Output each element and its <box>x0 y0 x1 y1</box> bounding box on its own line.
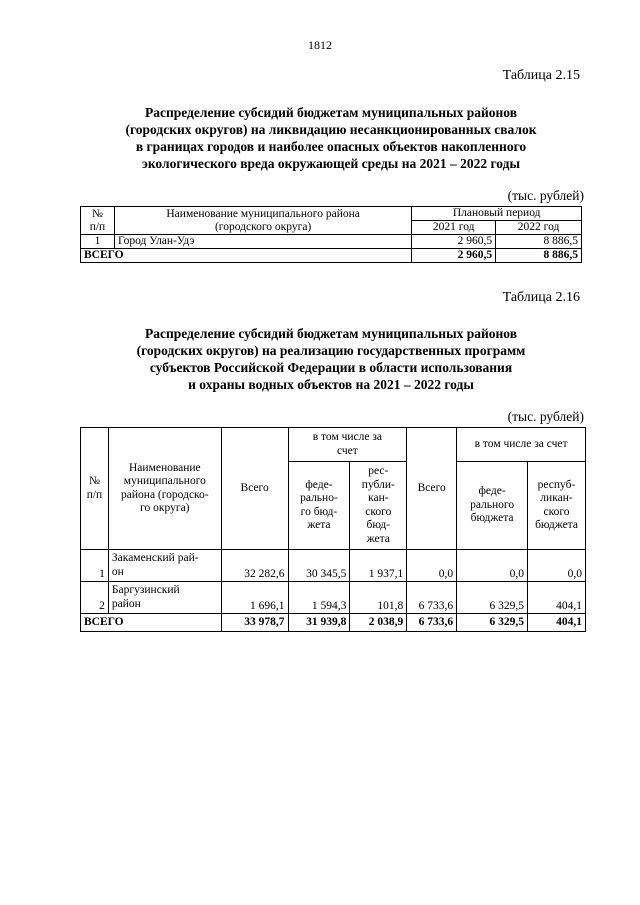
title-line: экологического вреда окружающей среды на 2021 – 2022 годы <box>141 156 521 171</box>
title-line: Распределение субсидий бюджетам муниципальных районов <box>144 105 518 120</box>
row-value-2021: 2 960,5 <box>412 235 496 249</box>
title-line: (городских округов) на реализацию государственных программ <box>136 343 526 358</box>
title-line: в границах городов и наиболее опасных объектов накопленного <box>135 139 527 154</box>
header-federal-2021: феде- рально- го бюд- жета <box>288 462 350 550</box>
total-federal-2022: 6 329,5 <box>457 614 528 632</box>
row-republic-2021: 101,8 <box>350 582 407 614</box>
row-republic-2022: 0,0 <box>528 550 586 582</box>
table-row <box>81 582 586 614</box>
header-name: Наименование муниципального района (городского округа) <box>114 207 411 235</box>
table-2-16-title <box>78 325 584 393</box>
total-row <box>81 614 586 632</box>
table-2-15 <box>80 206 582 263</box>
units-label-2-16: (тыс. рублей) <box>507 409 584 424</box>
header-period: Плановый период <box>412 207 582 221</box>
header-name: Наименование муниципального района (городско- го округа) <box>108 428 221 550</box>
total-federal-2021: 31 939,8 <box>288 614 350 632</box>
table-2-16 <box>80 427 586 632</box>
header-num: № п/п <box>81 207 115 235</box>
table-label-2-15: Таблица 2.15 <box>502 68 580 83</box>
header-year-2022: 2022 год <box>496 221 582 235</box>
row-republic-2021: 1 937,1 <box>350 550 407 582</box>
total-total-2022: 6 733,6 <box>407 614 457 632</box>
header-year-2021: 2021 год <box>412 221 496 235</box>
row-total-2022: 6 733,6 <box>407 582 457 614</box>
row-total-2021: 32 282,6 <box>221 550 288 582</box>
row-federal-2021: 1 594,3 <box>288 582 350 614</box>
title-line: (городских округов) на ликвидацию несанкционированных свалок <box>125 122 537 137</box>
row-name: Город Улан-Удэ <box>114 235 411 249</box>
header-including-2022: в том числе за счет <box>457 428 586 462</box>
row-name: Закаменский рай- он <box>108 550 221 582</box>
table-label-2-16: Таблица 2.16 <box>502 290 580 305</box>
row-num: 1 <box>81 550 109 582</box>
total-republic-2021: 2 038,9 <box>350 614 407 632</box>
header-total-2022: Всего <box>407 428 457 550</box>
title-line: субъектов Российской Федерации в области использования <box>149 360 513 375</box>
row-num: 2 <box>81 582 109 614</box>
units-label-2-15: (тыс. рублей) <box>507 188 584 203</box>
header-republic-2022: респуб- ликан- ского бюджета <box>528 462 586 550</box>
row-republic-2022: 404,1 <box>528 582 586 614</box>
total-row <box>81 249 582 263</box>
table-row <box>81 235 582 249</box>
title-line: и охраны водных объектов на 2021 – 2022 годы <box>188 377 474 392</box>
total-republic-2022: 404,1 <box>528 614 586 632</box>
total-value-2022: 8 886,5 <box>496 249 582 263</box>
total-value-2021: 2 960,5 <box>412 249 496 263</box>
header-federal-2022: феде- рального бюджета <box>457 462 528 550</box>
table-row <box>81 550 586 582</box>
header-num: № п/п <box>81 428 109 550</box>
title-line: Распределение субсидий бюджетам муниципальных районов <box>144 326 518 341</box>
row-federal-2021: 30 345,5 <box>288 550 350 582</box>
header-republic-2021: рес- публи- кан- ского бюд- жета <box>350 462 407 550</box>
row-federal-2022: 0,0 <box>457 550 528 582</box>
row-total-2022: 0,0 <box>407 550 457 582</box>
total-label: ВСЕГО <box>81 249 412 263</box>
row-total-2021: 1 696,1 <box>221 582 288 614</box>
total-total-2021: 33 978,7 <box>221 614 288 632</box>
row-num: 1 <box>81 235 115 249</box>
header-total-2021: Всего <box>221 428 288 550</box>
row-federal-2022: 6 329,5 <box>457 582 528 614</box>
page-number: 1812 <box>308 38 332 52</box>
total-label: ВСЕГО <box>81 614 222 632</box>
row-name: Баргузинский район <box>108 582 221 614</box>
table-2-15-title <box>78 104 584 172</box>
row-value-2022: 8 886,5 <box>496 235 582 249</box>
header-including-2021: в том числе за счет <box>288 428 407 462</box>
